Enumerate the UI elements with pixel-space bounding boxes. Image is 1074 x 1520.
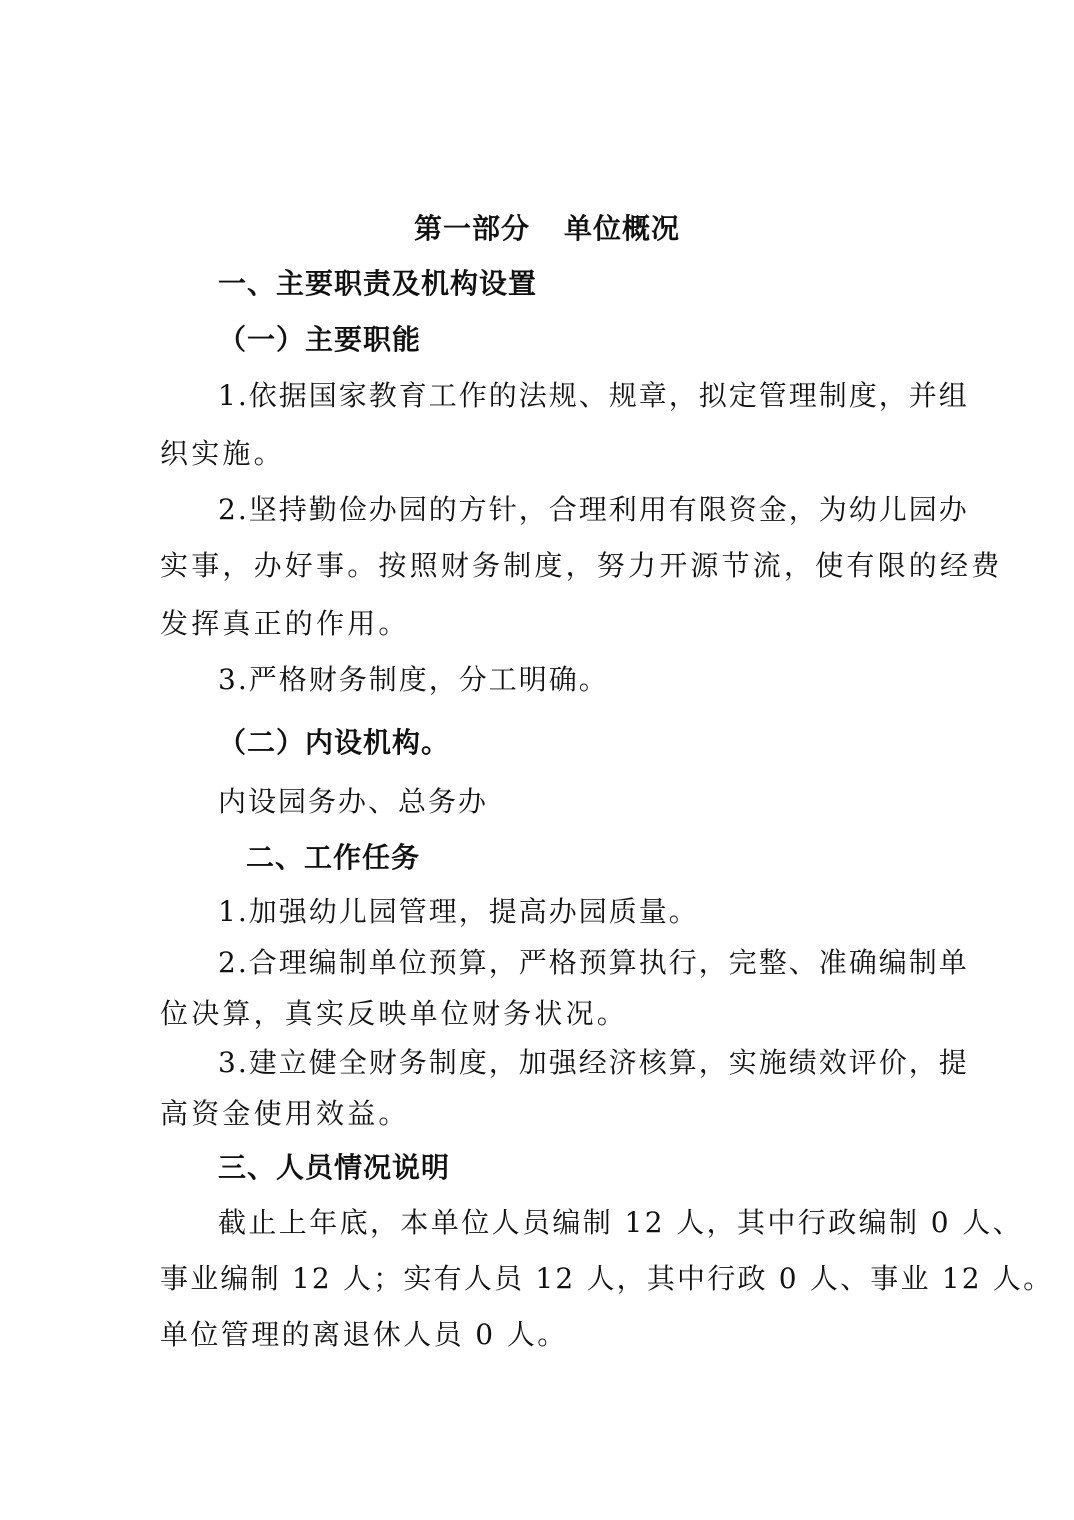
task-3-line-2: 高资金使用效益。 <box>160 1097 410 1130</box>
staff-line-2: 事业编制 12 人；实有人员 12 人，其中行政 0 人、事业 12 人。 <box>160 1262 1054 1295</box>
subsection-heading-functions: （一）主要职能 <box>218 323 422 356</box>
section-heading-staff: 三、人员情况说明 <box>218 1151 451 1184</box>
duty-1-line-1: 1.依据国家教育工作的法规、规章，拟定管理制度，并组 <box>218 379 969 412</box>
staff-line-3: 单位管理的离退休人员 0 人。 <box>160 1318 568 1351</box>
duty-2-line-3: 发挥真正的作用。 <box>160 607 410 640</box>
task-3-line-1: 3.建立健全财务制度，加强经济核算，实施绩效评价，提 <box>218 1046 969 1079</box>
section-heading-duties-structure: 一、主要职责及机构设置 <box>218 267 538 300</box>
title-part: 第一部分 <box>414 212 531 245</box>
duty-3-line-1: 3.严格财务制度，分工明确。 <box>218 663 609 696</box>
subsection-heading-internal-units: （二）内设机构。 <box>218 726 451 759</box>
duty-2-line-2: 实事，办好事。按照财务制度，努力开源节流，使有限的经费 <box>160 549 1003 582</box>
task-1-line-1: 1.加强幼儿园管理，提高办园质量。 <box>218 895 699 928</box>
internal-units-text: 内设园务办、总务办 <box>218 785 489 818</box>
title-name: 单位概况 <box>564 212 681 245</box>
duty-1-line-2: 织实施。 <box>160 437 285 470</box>
task-2-line-2: 位决算，真实反映单位财务状况。 <box>160 997 629 1030</box>
staff-line-1: 截止上年底，本单位人员编制 12 人，其中行政编制 0 人、 <box>218 1206 1024 1239</box>
section-heading-tasks: 二、工作任务 <box>246 841 421 874</box>
page-title <box>414 209 680 249</box>
task-2-line-1: 2.合理编制单位预算，严格预算执行，完整、准确编制单 <box>218 946 969 979</box>
duty-2-line-1: 2.坚持勤俭办园的方针，合理利用有限资金，为幼儿园办 <box>218 493 969 526</box>
